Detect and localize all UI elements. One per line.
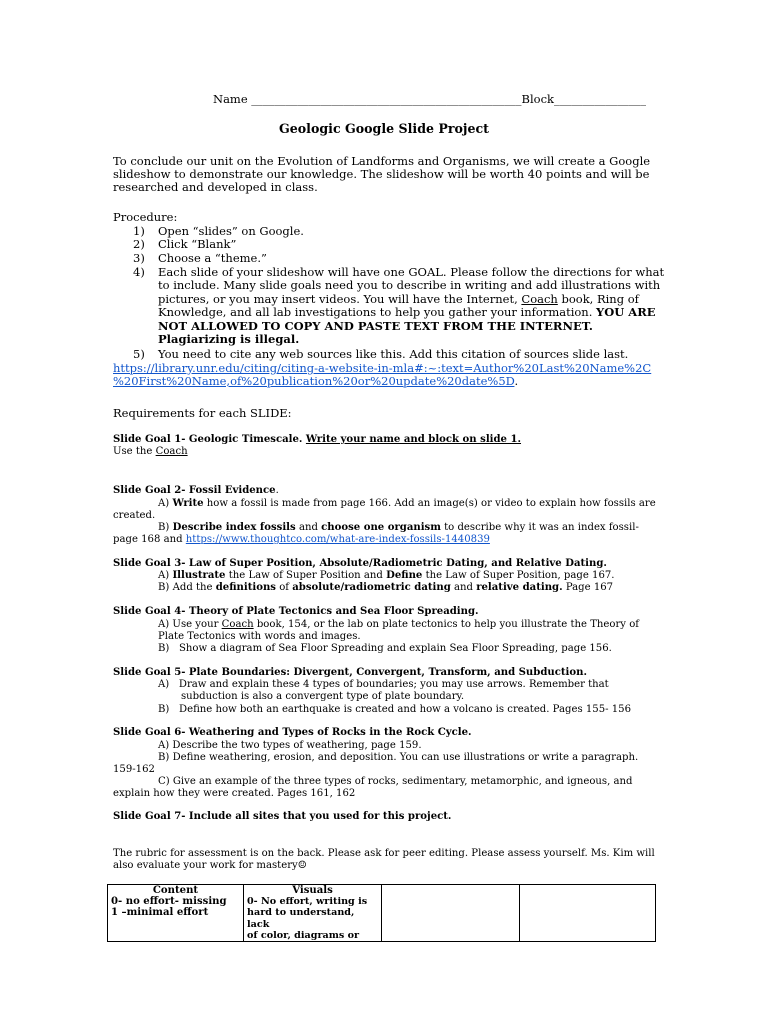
item-text: B) Add the — [158, 582, 213, 593]
step-text-line-1: Each slide of your slideshow will have one GOAL. Please follow the directions for what — [158, 265, 665, 279]
item-keyword: definitions — [215, 582, 276, 593]
column-header-visuals: Visuals — [292, 885, 333, 896]
name-blank: _______________________________________________ — [251, 92, 522, 106]
goal-3-item-b — [158, 582, 613, 594]
goal-4-item-b — [158, 643, 612, 655]
step-text: Open “slides” on Google. — [158, 224, 304, 238]
mla-citation-link[interactable]: %20First%20Name,of%20publication%20or%20update%20date%5D — [113, 374, 515, 388]
goal-4-title: Slide Goal 4- Theory of Plate Tectonics and Sea Floor Spreading. — [113, 606, 479, 617]
item-keyword: Write — [172, 498, 204, 509]
item-text: book, 154, or the lab on plate tectonics to help you illustrate the Theory of — [256, 619, 640, 630]
rubric-line: 0- no effort- missing — [111, 896, 227, 908]
item-keyword: choose one organism — [321, 522, 441, 533]
rubric-content-cell — [108, 885, 244, 942]
goal-title-text: Slide Goal 1- Geologic Timescale. — [113, 434, 303, 445]
goal-5-item-b — [158, 704, 631, 716]
goal-6-item-b: B) Define weathering, erosion, and deposition. You can use illustrations or write a paragraph. — [158, 752, 639, 763]
goal-title-underlined: Write your name and block on slide 1. — [305, 434, 522, 445]
item-keyword: Illustrate — [172, 570, 226, 581]
rubric-line: 1 –minimal effort — [111, 907, 209, 919]
coach-book-ref: Coach — [521, 292, 558, 306]
item-text: A) Use your — [158, 619, 219, 630]
item-text: page 168 and — [113, 534, 183, 545]
step-number: 3) — [133, 251, 145, 265]
intro-line-3: researched and developed in class. — [113, 180, 318, 194]
goal-2-item-a-cont: created. — [113, 510, 156, 521]
goal-4-item-a-cont: Plate Tectonics with words and images. — [158, 631, 361, 642]
step-text-line-2: to include. Many slide goals need you to describe in writing and add illustrations with — [158, 278, 661, 292]
page-title: Geologic Google Slide Project — [279, 121, 489, 136]
step-text: Click “Blank” — [158, 237, 237, 251]
step-text-line-4 — [158, 306, 656, 319]
rubric-note-line-2: also evaluate your work for mastery☺ — [113, 860, 307, 871]
goal-detail-text: Use the — [113, 446, 153, 457]
table-row — [108, 885, 656, 942]
coach-book-ref: Coach — [221, 619, 254, 630]
item-marker: A) — [158, 570, 170, 581]
block-blank: ________________ — [554, 92, 647, 106]
item-text: Show a diagram of Sea Floor Spreading and explain Sea Floor Spreading, page 156. — [179, 643, 612, 654]
step-number: 1) — [133, 224, 145, 238]
step-number: 5) — [133, 347, 145, 361]
item-text: the Law of Super Position and — [228, 570, 383, 581]
goal-6-item-c-cont: explain how they were created. Pages 161, 162 — [113, 788, 356, 799]
index-fossils-link[interactable]: https://www.thoughtco.com/what-are-index-fossils-1440839 — [185, 534, 490, 545]
name-line — [213, 93, 646, 106]
intro-line-2: slideshow to demonstrate our knowledge. The slideshow will be worth 40 points and will be — [113, 167, 650, 181]
rubric-empty-cell — [382, 885, 520, 942]
block-label: Block — [521, 92, 555, 106]
goal-7-title: Slide Goal 7- Include all sites that you used for this project. — [113, 811, 452, 822]
citation-link-line-2 — [113, 375, 518, 388]
step-text: Knowledge, and all lab investigations to help you gather your information. — [158, 305, 593, 319]
item-keyword: absolute/radiometric dating — [292, 582, 451, 593]
name-label: Name — [213, 92, 248, 106]
item-text: to describe why it was an index fossil- — [444, 522, 639, 533]
intro-line-1: To conclude our unit on the Evolution of Landforms and Organisms, we will create a Google — [113, 154, 651, 168]
rubric-line: hard to understand, lack — [247, 907, 355, 930]
item-marker: A) — [158, 498, 170, 509]
rubric-visuals-cell — [244, 885, 382, 942]
goal-2-item-b-cont — [113, 534, 490, 546]
goal-3-title: Slide Goal 3- Law of Super Position, Absolute/Radiometric Dating, and Relative Dating. — [113, 558, 607, 569]
mla-citation-link[interactable]: https://library.unr.edu/citing/citing-a-website-in-mla#:~:text=Author%20Last%20Name%2C — [113, 361, 652, 375]
step-number: 2) — [133, 237, 145, 251]
goal-2-item-a — [158, 498, 656, 510]
item-text: Define how both an earthquake is created and how a volcano is created. Pages 155- 156 — [179, 704, 632, 715]
item-text: and — [453, 582, 473, 593]
rubric-line: 0- No effort, writing is — [247, 896, 368, 908]
item-marker: B) — [158, 643, 170, 654]
procedure-heading: Procedure: — [113, 210, 178, 224]
goal-1-title — [113, 434, 521, 446]
step-text: book, Ring of — [561, 292, 639, 306]
item-keyword: Define — [386, 570, 423, 581]
step-text: Choose a “theme.” — [158, 251, 267, 265]
item-text: Draw and explain these 4 types of boundaries; you may use arrows. Remember that — [178, 679, 609, 690]
goal-2-item-b — [158, 522, 639, 534]
period: . — [514, 374, 519, 388]
column-header-content: Content — [152, 885, 199, 896]
warning-line: NOT ALLOWED TO COPY AND PASTE TEXT FROM THE INTERNET. — [158, 319, 593, 333]
goal-1-detail — [113, 446, 188, 458]
item-marker: A) — [158, 679, 170, 690]
plagiarism-warning: Plagiarizing is illegal. — [158, 332, 300, 346]
step-number: 4) — [133, 265, 145, 279]
goal-3-item-a — [158, 570, 615, 582]
period: . — [275, 485, 279, 496]
rubric-table — [107, 884, 656, 942]
rubric-line: of color, diagrams or — [247, 929, 360, 941]
goal-5-item-a — [158, 679, 609, 691]
item-text: how a fossil is made from page 166. Add an image(s) or video to explain how fossils are — [206, 498, 656, 509]
requirements-heading: Requirements for each SLIDE: — [113, 406, 292, 420]
goal-2-title — [113, 485, 279, 497]
goal-6-title: Slide Goal 6- Weathering and Types of Rocks in the Rock Cycle. — [113, 727, 472, 738]
coach-book-ref: Coach — [155, 446, 188, 457]
goal-title-text: Slide Goal 2- Fossil Evidence — [113, 485, 276, 496]
item-text: Page 167 — [565, 582, 614, 593]
goal-6-item-b-cont: 159-162 — [113, 764, 155, 775]
item-marker: B) — [158, 704, 170, 715]
item-text: and — [298, 522, 318, 533]
goal-5-title: Slide Goal 5- Plate Boundaries: Divergent, Convergent, Transform, and Subduction. — [113, 667, 587, 678]
warning-text: YOU ARE — [596, 305, 656, 319]
goal-6-item-a: A) Describe the two types of weathering, page 159. — [158, 740, 422, 751]
goal-5-item-a-cont: subduction is also a convergent type of plate boundary. — [181, 691, 465, 702]
goal-6-item-c: C) Give an example of the three types of rocks, sedimentary, metamorphic, and igneous, and — [158, 776, 633, 787]
step-text: You need to cite any web sources like this. Add this citation of sources slide last. — [158, 347, 629, 361]
step-text: pictures, or you may insert videos. You will have the Internet, — [158, 292, 518, 306]
item-keyword: Describe index fossils — [172, 522, 296, 533]
rubric-empty-cell — [520, 885, 656, 942]
rubric-note-line-1: The rubric for assessment is on the back. Please ask for peer editing. Please assess yourself. Ms. Kim will — [113, 848, 655, 859]
item-text: of — [279, 582, 290, 593]
item-text: the Law of Super Position, page 167. — [425, 570, 615, 581]
item-keyword: relative dating. — [476, 582, 563, 593]
item-marker: B) — [158, 522, 170, 533]
goal-4-item-a — [158, 619, 639, 631]
